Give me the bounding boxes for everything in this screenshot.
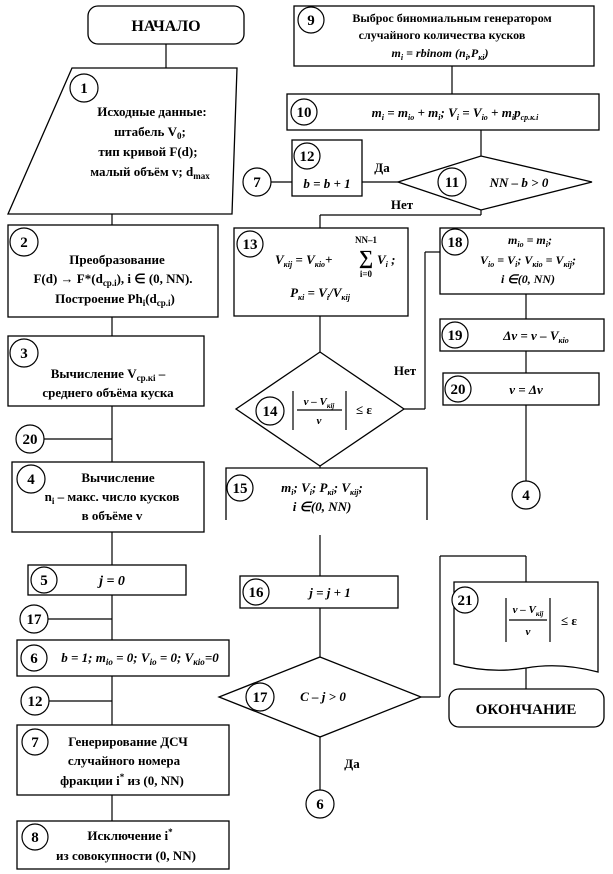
svg-text:11: 11 (444, 175, 460, 191)
block-12-text: b = b + 1 (303, 176, 351, 191)
block-12-increment-b (292, 140, 362, 196)
block-21-check (452, 582, 598, 672)
block-14-numerator: v – $V_{кij}$ (303, 396, 335, 410)
block-13-line-1-tail: $V_i$ ; (377, 252, 396, 269)
block-7-line-1: Генерирование ДСЧ (68, 734, 188, 749)
svg-text:12: 12 (299, 149, 315, 165)
svg-text:12: 12 (27, 694, 43, 710)
label-yes-11: Да (374, 160, 390, 175)
svg-text:∑: ∑ (358, 247, 374, 269)
block-4-max-pieces (12, 462, 204, 532)
block-20-text: v = Δv (509, 382, 543, 397)
svg-text:9: 9 (307, 13, 315, 29)
block-2-line-2: $F(d) \to F*(d_{cp.i})$, i ∈ (0, NN). (33, 271, 193, 288)
block-9-line-1: Выброс биномиальным генератором (352, 11, 552, 25)
connector-17 (20, 605, 112, 633)
svg-text:6: 6 (30, 651, 38, 667)
block-4-line-2: $n_i$ – макс. число кусков (44, 489, 180, 506)
block-19-text: $\Delta v = v - V_{кio}$ (503, 328, 569, 345)
block-18-assign (440, 228, 604, 294)
connector-7 (243, 168, 271, 196)
svg-text:NN–1: NN–1 (355, 235, 377, 245)
svg-text:17: 17 (252, 690, 268, 706)
block-13-sum (234, 228, 408, 316)
svg-text:4: 4 (27, 472, 35, 488)
label-no-14: Нет (393, 363, 417, 378)
label-no-11: Нет (390, 197, 414, 212)
block-1-line-2: штабель $V_0$; (114, 124, 186, 141)
svg-text:v: v (316, 415, 322, 427)
block-8-exclude (17, 821, 229, 869)
svg-text:7: 7 (253, 175, 261, 191)
block-5-j-zero (28, 565, 186, 595)
block-7-line-2: случайного номера (67, 753, 181, 768)
svg-text:8: 8 (31, 830, 39, 846)
block-7-random-generator (17, 725, 229, 795)
block-15-line-1: $m_i$; $V_i$; $P_{кi}$; $V_{кij}$; (281, 480, 363, 497)
block-15-output (226, 468, 427, 520)
svg-text:10: 10 (296, 105, 312, 121)
block-9-binomial (294, 6, 594, 66)
svg-text:7: 7 (31, 735, 39, 751)
block-11-text: NN – b > 0 (489, 175, 549, 190)
block-2-transform (8, 225, 218, 317)
end-label: ОКОНЧАНИЕ (475, 702, 577, 718)
block-6-init (17, 640, 229, 676)
block-3-line-1: Вычисление $V_{cp.кi}$ – (50, 366, 166, 383)
svg-text:18: 18 (447, 235, 463, 251)
block-10-update (287, 94, 599, 130)
block-18-line-3: i ∈(0, NN) (500, 272, 556, 286)
block-18-line-2: $V_{io} = V_i$; $V_{кio} = V_{кij}$; (480, 253, 576, 269)
svg-text:v: v (525, 626, 531, 638)
block-9-line-3: $m_i$ = rbinom $(n_i,P_{кi})$ (391, 46, 489, 62)
block-6-text: b = 1; $m_{io} = 0$; $V_{io} = 0$; $V_{кio}=0$ (61, 650, 219, 667)
block-9-line-2: случайного количества кусков (358, 28, 526, 42)
block-18-line-1: $m_{io} = m_i$; (508, 233, 552, 249)
block-16-text: j = j + 1 (309, 585, 351, 600)
block-3-mean-volume (8, 336, 204, 406)
start-terminal (88, 6, 244, 44)
block-4-line-3: в объёме v (81, 508, 143, 523)
connector-20 (16, 425, 112, 453)
block-13-line-1: $V_{кij} = V_{кio}+$ (275, 252, 333, 269)
block-2-line-1: Преобразование (69, 252, 165, 267)
svg-text:4: 4 (522, 488, 530, 504)
svg-text:14: 14 (262, 404, 278, 420)
svg-text:21: 21 (457, 593, 473, 609)
block-11-decision (398, 156, 592, 210)
block-1-line-1: Исходные данные: (97, 104, 207, 119)
svg-text:17: 17 (26, 612, 42, 628)
svg-text:15: 15 (232, 481, 248, 497)
block-7-line-3: фракции i* из (0, NN) (60, 772, 184, 788)
svg-text:≤ ε: ≤ ε (356, 402, 372, 417)
svg-text:3: 3 (20, 346, 28, 362)
block-21-numerator: v – $V_{кij}$ (512, 604, 544, 618)
block-20-update-v (443, 373, 599, 405)
svg-text:13: 13 (242, 237, 258, 253)
connector-4 (512, 481, 540, 509)
block-5-text: j = 0 (99, 574, 125, 589)
block-1-line-4: малый объём v; $d_{max}$ (90, 164, 210, 181)
end-terminal (449, 689, 604, 727)
svg-text:20: 20 (450, 382, 466, 398)
svg-text:6: 6 (316, 797, 324, 813)
block-4-line-1: Вычисление (81, 470, 155, 485)
block-2-line-3: Построение $Ph_i(d_{cp.i})$ (55, 291, 175, 308)
svg-text:≤ ε: ≤ ε (561, 613, 577, 628)
block-8-line-1: Исключение i* (87, 827, 173, 843)
block-14-decision (236, 352, 404, 466)
svg-text:1: 1 (80, 81, 88, 97)
connector-12 (21, 687, 112, 715)
block-13-line-2: $P_{кi} = V_i/V_{кij}$ (290, 285, 350, 302)
block-16-increment-j (240, 576, 398, 608)
svg-text:5: 5 (40, 573, 48, 589)
block-15-line-2: i ∈(0, NN) (292, 499, 352, 514)
svg-text:19: 19 (447, 328, 463, 344)
svg-text:2: 2 (20, 235, 28, 251)
block-10-text: $m_i = m_{io} + m_i$; $V_i = V_{io} + m_ip_{cp.к.i}$ (371, 105, 539, 122)
block-17-decision (219, 657, 421, 737)
svg-text:20: 20 (22, 432, 38, 448)
block-1-line-3: тип кривой F(d); (98, 144, 198, 159)
block-3-line-2: среднего объёма куска (42, 385, 174, 400)
block-1-input-data (8, 68, 237, 214)
start-label: НАЧАЛО (131, 18, 201, 35)
block-17-text: C – j > 0 (300, 689, 346, 704)
connector-6 (306, 790, 334, 818)
svg-text:i=0: i=0 (359, 269, 373, 279)
block-19-delta (440, 319, 604, 351)
label-yes-17: Да (344, 756, 360, 771)
svg-text:16: 16 (248, 585, 264, 601)
block-8-line-2: из совокупности (0, NN) (56, 848, 196, 863)
